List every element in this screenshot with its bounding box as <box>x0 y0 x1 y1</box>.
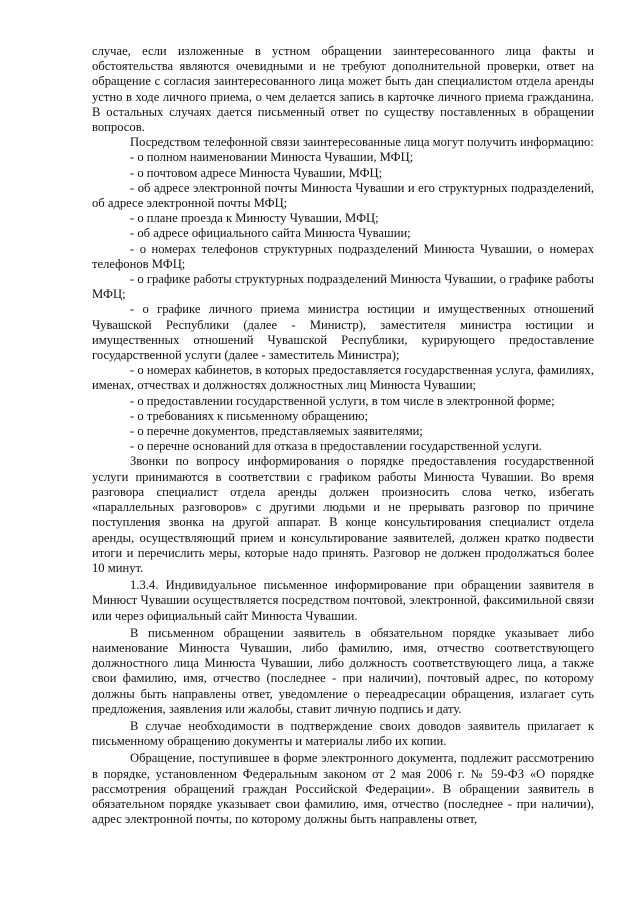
list-item: - об адресе электронной почты Минюста Чувашии и его структурных подразделений, об адресе электронной почты МФЦ; <box>92 180 594 211</box>
list-item: - о номерах телефонов структурных подразделений Минюста Чувашии, о номерах телефонов МФЦ; <box>92 241 594 271</box>
paragraph: В письменном обращении заявитель в обязательном порядке указывает либо наименование Минюста Чувашии, либо фамилию, имя, отчество соответствующего должностного лица Минюста Чувашии, либо должность соответствующего лица, а также свои фамилию, имя, отчество (последнее - при наличии), почтовый адрес, по которому должны быть направлены ответ, уведомление о переадресации обращения, излагает суть предложения, заявления или жалобы, ставит личную подпись и дату. <box>92 625 594 716</box>
paragraph: Посредством телефонной связи заинтересованные лица могут получить информацию: <box>130 135 594 150</box>
paragraph: Звонки по вопросу информирования о порядке предоставления государственной услуги принимаются в соответствии с графиком работы Минюста Чувашии. Во время разговора специалист отдела аренды должен произносить слова четко, избегать «параллельных разговоров» с другими людьми и не прерывать разговор по причине поступления звонка на другой аппарат. В конце консультирования специалист отдела аренды, осуществляющий прием и консультирование заявителей, должен кратко подвести итоги и перечислить меры, которые надо принять. Разговор не должен продолжаться более 10 минут. <box>92 454 594 575</box>
list-item: - о полном наименовании Минюста Чувашии, МФЦ; <box>130 150 414 165</box>
list-item: - о перечне оснований для отказа в предоставлении государственной услуги. <box>130 439 542 454</box>
document-page <box>92 44 594 827</box>
paragraph: 1.3.4. Индивидуальное письменное информирование при обращении заявителя в Минюст Чувашии осуществляется посредством почтовой, электронной, факсимильной связи или через официальный сайт Минюста Чувашии. <box>92 578 594 623</box>
list-item: - о номерах кабинетов, в которых предоставляется государственная услуга, фамилиях, именах, отчествах и должностях должностных лиц Минюста Чувашии; <box>92 363 594 393</box>
paragraph: Обращение, поступившее в форме электронного документа, подлежит рассмотрению в порядке, установленном Федеральным законом от 2 мая 2006 г. № 59-ФЗ «О порядке рассмотрения обращений граждан Российской Федерации». В обращении заявитель в обязательном порядке указывает свои фамилию, имя, отчество (последнее - при наличии), адрес электронной почты, по которому должны быть направлены ответ, <box>92 751 594 827</box>
list-item: - об адресе официального сайта Минюста Чувашии; <box>130 226 411 241</box>
list-item: - о плане проезда к Минюсту Чувашии, МФЦ; <box>130 211 379 226</box>
list-item: - о требованиях к письменному обращению; <box>130 408 368 423</box>
paragraph: В случае необходимости в подтверждение своих доводов заявитель прилагает к письменному обращению документы и материалы либо их копии. <box>92 718 594 749</box>
list-item: - о предоставлении государственной услуги, в том числе в электронной форме; <box>130 393 555 408</box>
list-item: - о почтовом адресе Минюста Чувашии, МФЦ; <box>130 165 383 180</box>
list-item: - о графике работы структурных подразделений Минюста Чувашии, о графике работы МФЦ; <box>92 272 594 302</box>
paragraph: случае, если изложенные в устном обращении заинтересованного лица факты и обстоятельства являются очевидными и не требуют дополнительной проверки, ответ на обращение с согласия заинтересованного лица может быть дан специалистом отдела аренды устно в ходе личного приема, о чем делается запись в карточке личного приема гражданина. В остальных случаях дается письменный ответ по существу поставленных в обращении вопросов. <box>92 44 594 135</box>
list-item: - о графике личного приема министра юстиции и имущественных отношений Чувашской Республики (далее - Министр), заместителя министра юстиции и имущественных отношений Чувашской Республики, курирующего предоставление государственной услуги (далее - заместитель Министра); <box>92 302 594 363</box>
list-item: - о перечне документов, представляемых заявителями; <box>130 424 423 439</box>
